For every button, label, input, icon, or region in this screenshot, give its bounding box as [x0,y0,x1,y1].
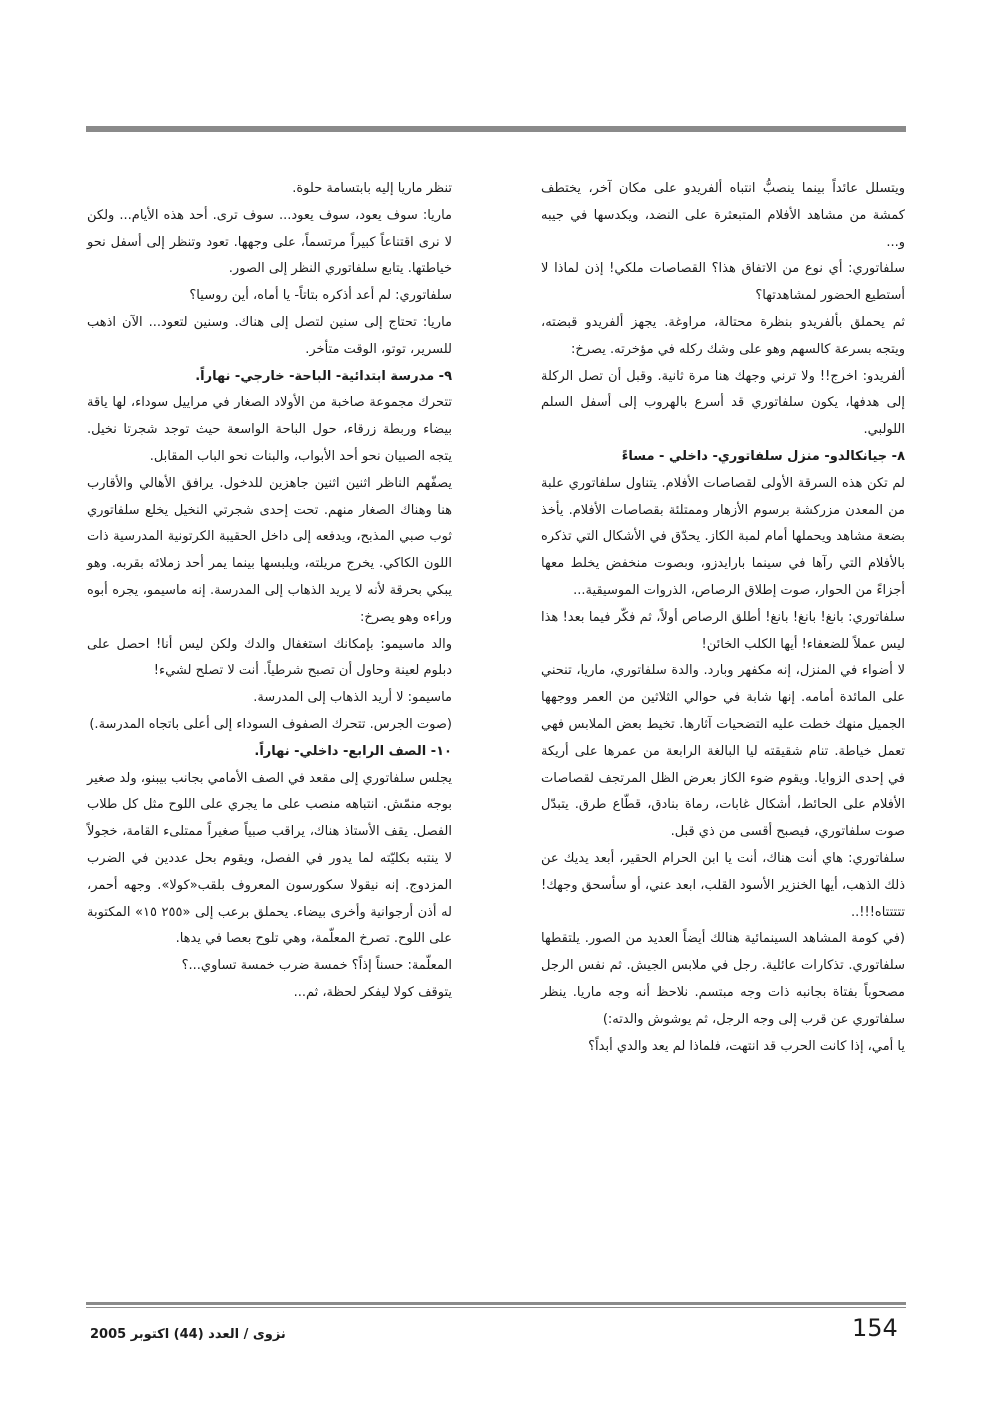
scene-heading: ٨- جيانكالدو- منزل سلفاتوري- داخلي - مساءً [621,448,905,464]
bottom-divider-thin [86,1307,906,1308]
paragraph: يجلس سلفاتوري إلى مقعد في الصف الأمامي بجانب بيبنو، ولد صغير بوجه منمّش. انتباهه منصب على ما يجري على اللوح مثل كل طلاب الفصل. يقف الأستاذ هناك، يراقب صبياً صغيراً ممتلىء القامة، خجولاً لا ينتبه بكليّته لما يدور في الفصل، ويقوم بحل عددين في الضرب المزدوج. إنه نيقولا سكورسون المعروف بلقب«كولا». وجهه أحمر، له أذن أرجوانية وأخرى بيضاء. يحملق برعب إلى «٢٥٥ ١٥» المكتوبة على اللوح. تصرخ المعلّمة، وهي تلوح بعصا في يدها. [87,770,452,947]
paragraph: تنظر ماريا إليه بابتسامة حلوة. [292,181,452,196]
paragraph: سلفاتوري: هاي أنت هناك، أنت يا ابن الحرام الحقير، أبعد يديك عن ذلك الذهب، أيها الخنزير الأسود القلب، ابعد عني، أو سأسحق وجهك! تتتتتاه!!!.. [541,850,905,920]
issue-footer: نزوى / العدد (44) اكتوبر 2005 [90,1327,286,1342]
text-column-right [541,176,905,1060]
paragraph: يتوقف كولا ليفكر لحظة، ثم... [293,984,452,1000]
paragraph: لا أضواء في المنزل، إنه مكفهر وبارد. والدة سلفاتوري، ماريا، تنحني على المائدة أمامه. إنها شابة في حوالي الثلاثين من العمر ووجهها الجميل منهك خطت عليه التضحيات آثارها. تخيط بعض الملابس فهي تعمل خياطة. تنام شقيقته ليا البالغة الرابعة من عمرها على أريكة في إحدى الزوايا. ويقوم ضوء الكاز بعرض الظل المرتجف لقصاصات الأفلام على الحائط، أشكال غابات، رماة بنادق، قطّاع طرق. يتبدّل صوت سلفاتوري، فيصبح أقسى من ذي قبل. [541,663,905,840]
paragraph: سلفاتوري: أي نوع من الاتفاق هذا؟ القصاصات ملكي! إذن لماذا لا أستطيع الحضور لمشاهدتها؟ [541,261,905,304]
text-column-left [87,176,452,1007]
top-divider [86,126,906,132]
page-number: 154 [852,1314,898,1342]
scene-heading: ٩- مدرسة ابتدائية- الباحة- خارجي- نهاراً. [195,368,452,384]
paragraph: ألفريدو: اخرج!! ولا ترني وجهك هنا مرة ثانية. وقبل أن تصل الركلة إلى هدفها، يكون سلفاتوري قد أسرع بالهروب إلى أسفل السلم اللولبي. [541,368,905,438]
paragraph: يصفّهم الناظر اثنين اثنين جاهزين للدخول. يرافق الأهالي والأقارب هنا وهناك الصغار منهم. تحت إحدى شجرتي النخيل يخلع سلفاتوري ثوب صبي المذبح، ويدفعه إلى داخل الحقيبة الكرتونية المدرسية ذات اللون الكاكي. يخرج مريلته، ويلبسها بينما يمر أحد زملائه بقربه. وهو يبكي بحرقة لأنه لا يريد الذهاب إلى المدرسة. إنه ماسيمو، يجره أبوه وراءه وهو يصرخ: [87,475,452,625]
paragraph: ماسيمو: لا أريد الذهاب إلى المدرسة. [253,690,452,706]
paragraph: يا أمي، إذا كانت الحرب قد انتهت، فلماذا لم يعد والدي أبداً؟ [588,1038,905,1054]
paragraph: ماريا: سوف يعود، سوف يعود... سوف ترى. أحد هذه الأيام... ولكن لا نرى اقتناعاً كبيراً مرتسماً، على وجهها. تعود وتنظر إلى أسفل نحو خياطتها. يتابع سلفاتوري النظر إلى الصور. [87,207,452,277]
paragraph: المعلّمة: حسناً إذاً؟ خمسة ضرب خمسة تساوي...؟ [181,958,452,974]
paragraph: ماريا: تحتاج إلى سنين لتصل إلى هناك. وسنين لتعود... الآن اذهب للسرير، توتو، الوقت متأخر. [87,314,452,357]
paragraph: سلفاتوري: لم أعد أذكره بتاتاً- يا أماه، أين روسيا؟ [189,288,452,304]
paragraph: سلفاتوري: بانغ! بانغ! بانغ! أطلق الرصاص أولاً، ثم فكّر فيما بعد! هذا ليس عملاً للضعفاء! أيها الكلب الخائن! [541,609,905,652]
paragraph: (في كومة المشاهد السينمائية هنالك أيضاً العديد من الصور. يلتقطها سلفاتوري. تذكارات عائلية. رجل في ملابس الجيش. ثم نفس الرجل مصحوباً بفتاة بجانبه ذات وجه مبتسم. نلاحظ أنه وجه ماريا. ينظر سلفاتوري عن قرب إلى وجه الرجل، ثم يوشوش والدته:) [541,931,905,1027]
scene-heading: ١٠- الصف الرابع- داخلي- نهاراً. [254,743,452,759]
paragraph: تتحرك مجموعة صاخبة من الأولاد الصغار في مراييل سوداء، لها ياقة بيضاء وربطة زرقاء، حول الباحة الواسعة حيث توجد شجرتا نخيل. يتجه الصبيان نحو أحد الأبواب، والبنات نحو الباب المقابل. [87,395,452,464]
paragraph: ويتسلل عائداً بينما ينصبُّ انتباه ألفريدو على مكان آخر، يختطف كمشة من مشاهد الأفلام المتبعثرة على النضد، ويكدسها في جيبه و... [541,181,905,250]
bottom-divider [86,1302,906,1305]
paragraph: لم تكن هذه السرقة الأولى لقصاصات الأفلام. يتناول سلفاتوري علبة من المعدن مزركشة برسوم الأزهار وممتلئة بقصاصات الأفلام. يأخذ بضعة مشاهد ويحملها أمام لمبة الكاز. يحدّق في الأشكال التي تذكره بالأفلام التي رآها في سينما بارايدزو، وبصوت منخفض يخلط معها أجزاءً من الحوار، صوت إطلاق الرصاص، الذروات الموسيقية... [541,475,905,598]
paragraph: (صوت الجرس. تتحرك الصفوف السوداء إلى أعلى باتجاه المدرسة.) [89,716,452,732]
paragraph: والد ماسيمو: بإمكانك استغفال والدك ولكن ليس أنا! احصل على دبلوم لعينة وحاول أن تصبح شرطياً. أنت لا تصلح لشيء! [87,636,452,679]
paragraph: ثم يحملق بألفريدو بنظرة محتالة، مراوغة. يجهز ألفريدو قبضته، ويتجه بسرعة كالسهم وهو على وشك ركله في مؤخرته. يصرخ: [541,314,905,357]
